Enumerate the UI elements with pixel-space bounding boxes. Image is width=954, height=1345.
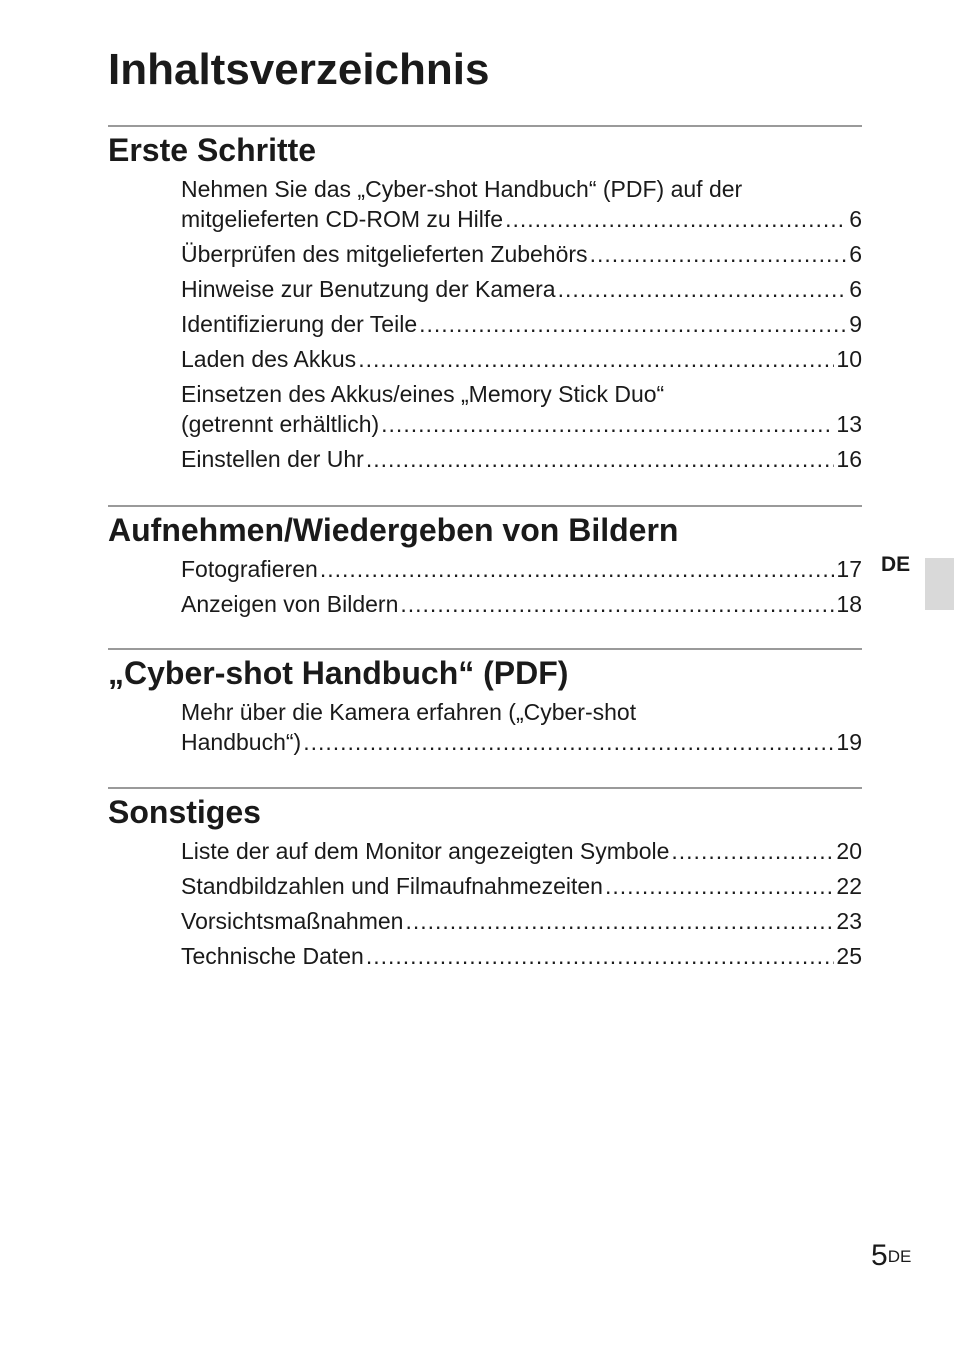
toc-page-number: 17 — [836, 556, 862, 582]
toc-entry-text: Technische Daten — [181, 943, 364, 969]
toc-section-erste-schritte — [108, 125, 862, 479]
toc-section-sonstiges — [108, 787, 862, 976]
toc-page-number: 9 — [849, 311, 862, 337]
toc-entry-text: Fotografieren — [181, 556, 318, 582]
toc-entry-text: Hinweise zur Benutzung der Kamera — [181, 276, 556, 302]
toc-page-number: 18 — [836, 591, 862, 617]
toc-entry[interactable] — [181, 589, 862, 619]
toc-entry-list — [108, 697, 862, 757]
toc-entry[interactable] — [181, 309, 862, 339]
toc-entry-text: Einstellen der Uhr — [181, 446, 364, 472]
toc-page-number: 20 — [836, 838, 862, 864]
dot-leader — [366, 444, 835, 474]
toc-entry-text: Standbildzahlen und Filmaufnahmezeiten — [181, 873, 603, 899]
toc-page-number: 6 — [849, 241, 862, 267]
section-divider — [108, 787, 862, 789]
toc-entry-list — [108, 174, 862, 474]
dot-leader — [405, 906, 834, 936]
toc-entry-text-line1: Einsetzen des Akkus/eines „Memory Stick Duo“ — [181, 381, 665, 407]
page-number-value: 5 — [871, 1239, 888, 1272]
dot-leader — [358, 344, 834, 374]
toc-entry-list — [108, 554, 862, 619]
toc-section-handbuch — [108, 648, 862, 762]
toc-entry-text: mitgelieferten CD-ROM zu Hilfe — [181, 206, 504, 232]
toc-page-number: 22 — [836, 873, 862, 899]
dot-leader — [590, 239, 848, 269]
toc-entry-text-line1: Mehr über die Kamera erfahren („Cyber-shot — [181, 699, 637, 725]
page-number — [871, 1238, 911, 1274]
toc-page-number: 16 — [836, 446, 862, 472]
toc-page-number: 6 — [849, 276, 862, 302]
dot-leader — [366, 941, 835, 971]
dot-leader — [303, 727, 834, 757]
toc-entry-list — [108, 836, 862, 971]
toc-page-number: 25 — [836, 943, 862, 969]
toc-page-number: 13 — [836, 411, 862, 437]
section-heading: „Cyber-shot Handbuch“ (PDF) — [108, 655, 569, 691]
section-divider — [108, 648, 862, 650]
toc-entry-text: Identifizierung der Teile — [181, 311, 418, 337]
dot-leader — [605, 871, 834, 901]
toc-entry-text: (getrennt erhältlich) — [181, 411, 380, 437]
dot-leader — [558, 274, 848, 304]
dot-leader — [320, 554, 835, 584]
toc-entry-text: Handbuch“) — [181, 729, 302, 755]
section-heading: Erste Schritte — [108, 132, 317, 168]
language-tab-marker — [925, 558, 954, 610]
language-label: DE — [881, 553, 911, 576]
page-number-suffix: DE — [887, 1247, 912, 1266]
toc-entry-text-line1: Nehmen Sie das „Cyber-shot Handbuch“ (PDF) auf der — [181, 176, 743, 202]
section-heading: Aufnehmen/Wiedergeben von Bildern — [108, 512, 679, 548]
section-divider — [108, 505, 862, 507]
toc-page-number: 6 — [849, 206, 862, 232]
toc-entry[interactable] — [181, 274, 862, 304]
toc-entry[interactable] — [181, 379, 862, 439]
toc-entry[interactable] — [181, 554, 862, 584]
toc-entry[interactable] — [181, 836, 862, 866]
toc-entry[interactable] — [181, 697, 862, 757]
toc-page-number: 19 — [836, 729, 862, 755]
dot-leader — [671, 836, 834, 866]
toc-entry[interactable] — [181, 871, 862, 901]
dot-leader — [505, 204, 847, 234]
page-title: Inhaltsverzeichnis — [108, 45, 490, 94]
toc-entry-text: Überprüfen des mitgelieferten Zubehörs — [181, 241, 588, 267]
toc-entry[interactable] — [181, 344, 862, 374]
toc-entry[interactable] — [181, 941, 862, 971]
toc-entry[interactable] — [181, 239, 862, 269]
toc-entry-text: Vorsichtsmaßnahmen — [181, 908, 404, 934]
toc-entry[interactable] — [181, 906, 862, 936]
toc-entry-text: Anzeigen von Bildern — [181, 591, 399, 617]
dot-leader — [381, 409, 834, 439]
dot-leader — [400, 589, 834, 619]
toc-page-number: 23 — [836, 908, 862, 934]
toc-page-number: 10 — [836, 346, 862, 372]
toc-section-aufnehmen — [108, 505, 862, 624]
toc-entry[interactable] — [181, 444, 862, 474]
dot-leader — [419, 309, 847, 339]
toc-entry-text: Liste der auf dem Monitor angezeigten Symbole — [181, 838, 670, 864]
toc-entry[interactable] — [181, 174, 862, 234]
section-divider — [108, 125, 862, 127]
section-heading: Sonstiges — [108, 794, 261, 830]
toc-entry-text: Laden des Akkus — [181, 346, 357, 372]
